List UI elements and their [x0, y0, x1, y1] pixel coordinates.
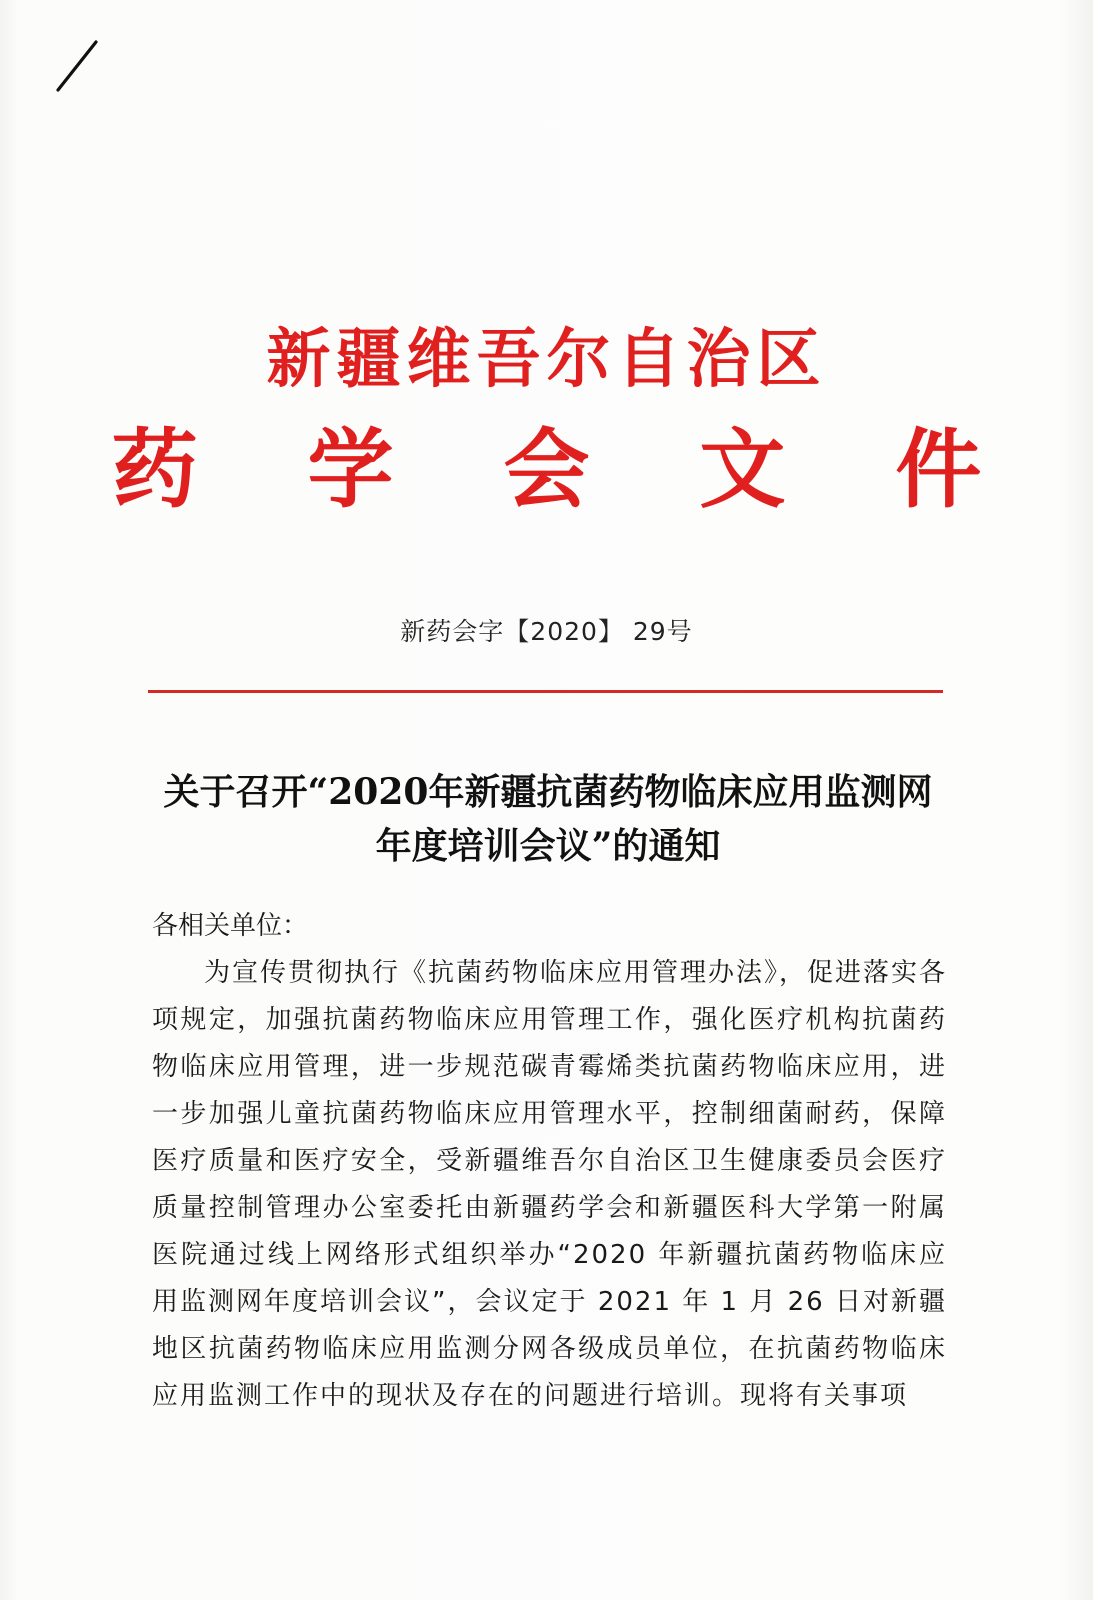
issuing-organization: 新疆维吾尔自治区: [266, 322, 827, 397]
notice-body-paragraph: 为宣传贯彻执行《抗菌药物临床应用管理办法》，促进落实各项规定，加强抗菌药物临床应用管理工作，强化医疗机构抗菌药物临床应用管理，进一步规范碳青霉烯类抗菌药物临床应用，进一步加强儿童抗菌药物临床应用管理水平，控制细菌耐药，保障医疗质量和医疗安全，受新疆维吾尔自治区卫生健康委员会医疗质量控制管理办公室委托由新疆药学会和新疆医科大学第一附属医院通过线上网络形式组织举办“2020 年新疆抗菌药物临床应用监测网年度培训会议”，会议定于 2021 年 1 月 26 日对新疆地区抗菌药物临床应用监测分网各级成员单位，在抗菌药物临床应用监测工作中的现状及存在的问题进行培训。现将有关事项: [152, 958, 948, 1411]
salutation: 各相关单位：: [152, 911, 309, 941]
document-number: 新药会字【2020】 29号: [400, 617, 693, 646]
notice-title: 关于召开“2020年新疆抗菌药物临床应用监测网年度培训会议”的通知: [163, 771, 933, 867]
pen-stroke-mark: [52, 38, 112, 98]
red-divider-line: [148, 690, 943, 693]
document-type-heading: 药 学 会 文 件: [111, 419, 1022, 520]
